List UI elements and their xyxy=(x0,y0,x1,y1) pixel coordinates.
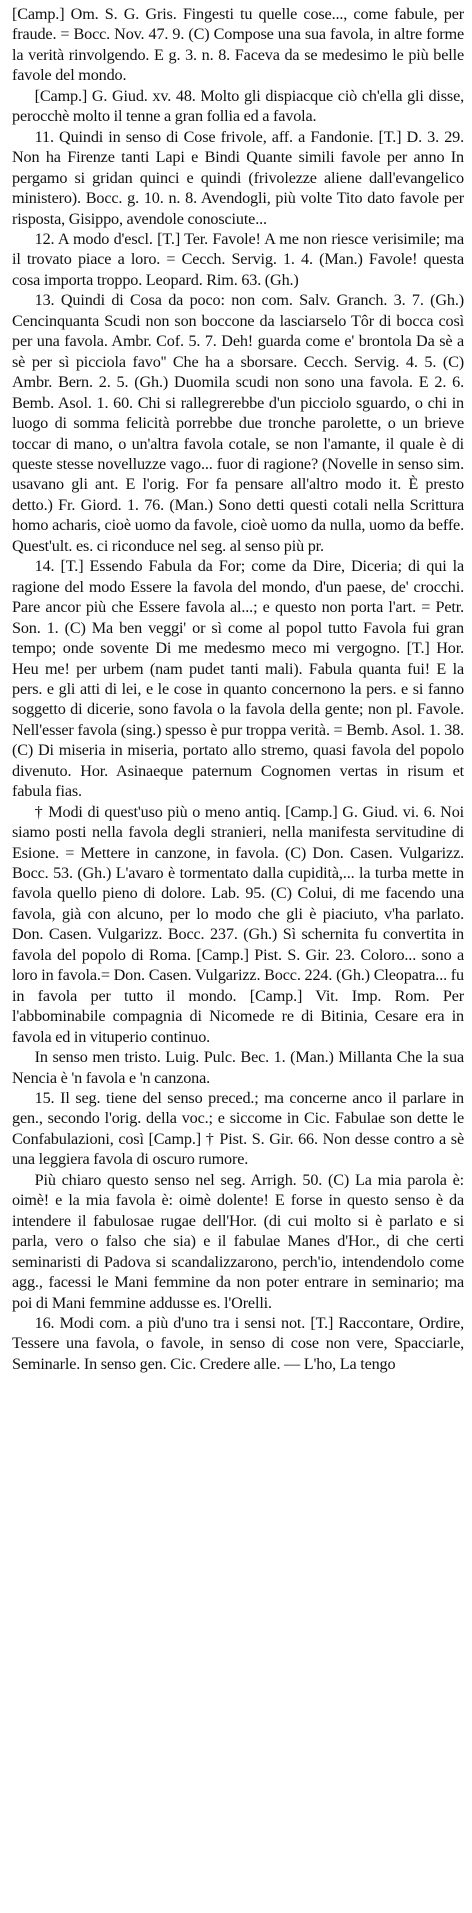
archaic-usage-paragraph: † Modi di quest'uso più o meno antiq. [Camp.] G. Giud. vi. 6. Noi siamo posti nella favola degli stranieri, nella manifesta servitudine di Esione. = Mettere in canzone, in favola. (C) Don. Casen. Vulgarizz. Bocc. 53. (Gh.) L'avaro è tormentato dalla cupidità,... la turba mette in favola quello pieno di dolore. Lab. 95. (C) Colui, di me facendo una favola, già con alcuno, per lo modo che gli è piaciuto, v'ha parlato. Don. Casen. Vulgarizz. Bocc. 237. (Gh.) Sì schernita fu convertita in favola del popolo di Roma. [Camp.] Pist. S. Gir. 23. Coloro... sono a loro in favola.= Don. Casen. Vulgarizz. Bocc. 224. (Gh.) Cleopatra... fu in favola per tutto il mondo. [Camp.] Vit. Imp. Rom. Per l'abbominabile compagnia di Nicomede re di Bitinia, Cesare era in favola ed in vituperio continuo. xyxy=(12,802,464,1046)
sense-12-paragraph: 12. A modo d'escl. [T.] Ter. Favole! A me non riesce verisimile; ma il trovato piace a loro. = Cecch. Servig. 1. 4. (Man.) Favole! questa cosa importa troppo. Leopard. Rim. 63. (Gh.) xyxy=(12,229,464,289)
sense-15-paragraph: 15. Il seg. tiene del senso preced.; ma concerne anco il parlare in gen., secondo l'orig. della voc.; e siccome in Cic. Fabulae son dette le Confabulazioni, così [Camp.] † Pist. S. Gir. 66. Non desse contro a sè una leggiera favola di oscuro rumore. xyxy=(12,1089,464,1169)
paragraph-camp-om: [Camp.] Om. S. G. Gris. Fingesti tu quelle cose..., come fabule, per fraude. = Bocc. Nov. 47. 9. (C) Compose una sua favola, in altre forme la verità rinvolgendo. E g. 3. n. 8. Faceva da se medesimo le più belle favole del mondo. xyxy=(12,5,464,85)
paragraph-camp-giud: [Camp.] G. Giud. xv. 48. Molto gli dispiacque ciò ch'ella gli disse, perocchè molto il tenne a gran follia ed a favola. xyxy=(12,86,464,126)
sense-16-paragraph: 16. Modi com. a più d'uno tra i sensi not. [T.] Raccontare, Ordire, Tessere una favola, o favole, in senso di cose non vere, Spacciarle, Seminarle. In senso gen. Cic. Credere alle. — L'ho, La tengo xyxy=(12,1314,464,1373)
sense-13-paragraph: 13. Quindi di Cosa da poco: non com. Salv. Granch. 3. 7. (Gh.) Cencinquanta Scudi non son boccone da lasciarselo Tôr di bocca così per una favola. Ambr. Cof. 5. 7. Deh! guarda come e' brontola Da sè a sè per sì picciola favo'' Che ha a sborsare. Cecch. Servig. 4. 5. (C) Ambr. Bern. 2. 5. (Gh.) Duomila scudi non sono una favola. E 2. 6. Bemb. Asol. 1. 60. Chi si rallegrerebbe d'un picciolo sguardo, o chi in luogo di somma felicità porrebbe due tronche parolette, o un brieve toccar di mano, o un'altra favola cotale, se non l'amante, il quale è di queste stesse novelluzze vago... fuor di ragione? (Novelle in senso sim. usavano gli ant. E l'orig. For fa pensare all'altro modo it. È presto detto.) Fr. Giord. 1. 76. (Man.) Sono detti questi cotali nella Scrittura homo acharis, cioè uomo da favole, cioè uomo da nulla, uomo da beffe. Quest'ult. es. ci riconduce nel seg. al senso più pr. xyxy=(12,291,464,555)
milder-sense-paragraph: In senso men tristo. Luig. Pulc. Bec. 1. (Man.) Millanta Che la sua Nencia è 'n favola e 'n canzona. xyxy=(12,1048,464,1087)
clearer-sense-paragraph: Più chiaro questo senso nel seg. Arrigh. 50. (C) La mia parola è: oimè! e la mia favola è: oimè dolente! E forse in questo senso è da intendere il fabulosae rugae dell'Hor. (di cui molto si è parlato e si parla, vero o falso che sia) e il fabulae Manes d'Hor., di che certi seminaristi di Padova si scandalizzarono, perch'io, intendendolo come agg., facessi le Mani femmine da non poter entrare in seminario; ma poi di Mani femmine addusse es. l'Orelli. xyxy=(12,1170,464,1312)
sense-14-paragraph: 14. [T.] Essendo Fabula da For; come da Dire, Diceria; di qui la ragione del modo Essere la favola del mondo, d'un paese, de' crocchi. Pare ancor più che Essere favola al...; e questo non porta l'art. = Petr. Son. 1. (C) Ma ben veggi' or sì come al popol tutto Favola fui gran tempo; onde sovente Di me medesmo meco mi vergogno. [T.] Hor. Heu me! per urbem (nam pudet tanti mali). Fabula quanta fui! E la pers. e gli atti di lei, e le cose in quanto concernono la pers. e si fanno soggetto di dicerie, sono favola o la favola della gente; non pl. Favole. Nell'esser favola (sing.) spesso è pur troppa verità. = Bemb. Asol. 1. 38. (C) Di miseria in miseria, portato allo stremo, quasi favola del popolo divenuto. Hor. Asinaeque paternum Cognomen vertas in risum et fabula fias. xyxy=(12,557,464,801)
sense-11-paragraph: 11. Quindi in senso di Cose frivole, aff. a Fandonie. [T.] D. 3. 29. Non ha Firenze tanti Lapi e Bindi Quante simili favole per anno In pergamo si gridan quinci e quindi (frivolezze aliene dall'evangelico ministero). Bocc. g. 10. n. 8. Avendogli, più volte Tito dato favole per risposta, Gisippo, avendole conosciute... xyxy=(12,127,464,228)
